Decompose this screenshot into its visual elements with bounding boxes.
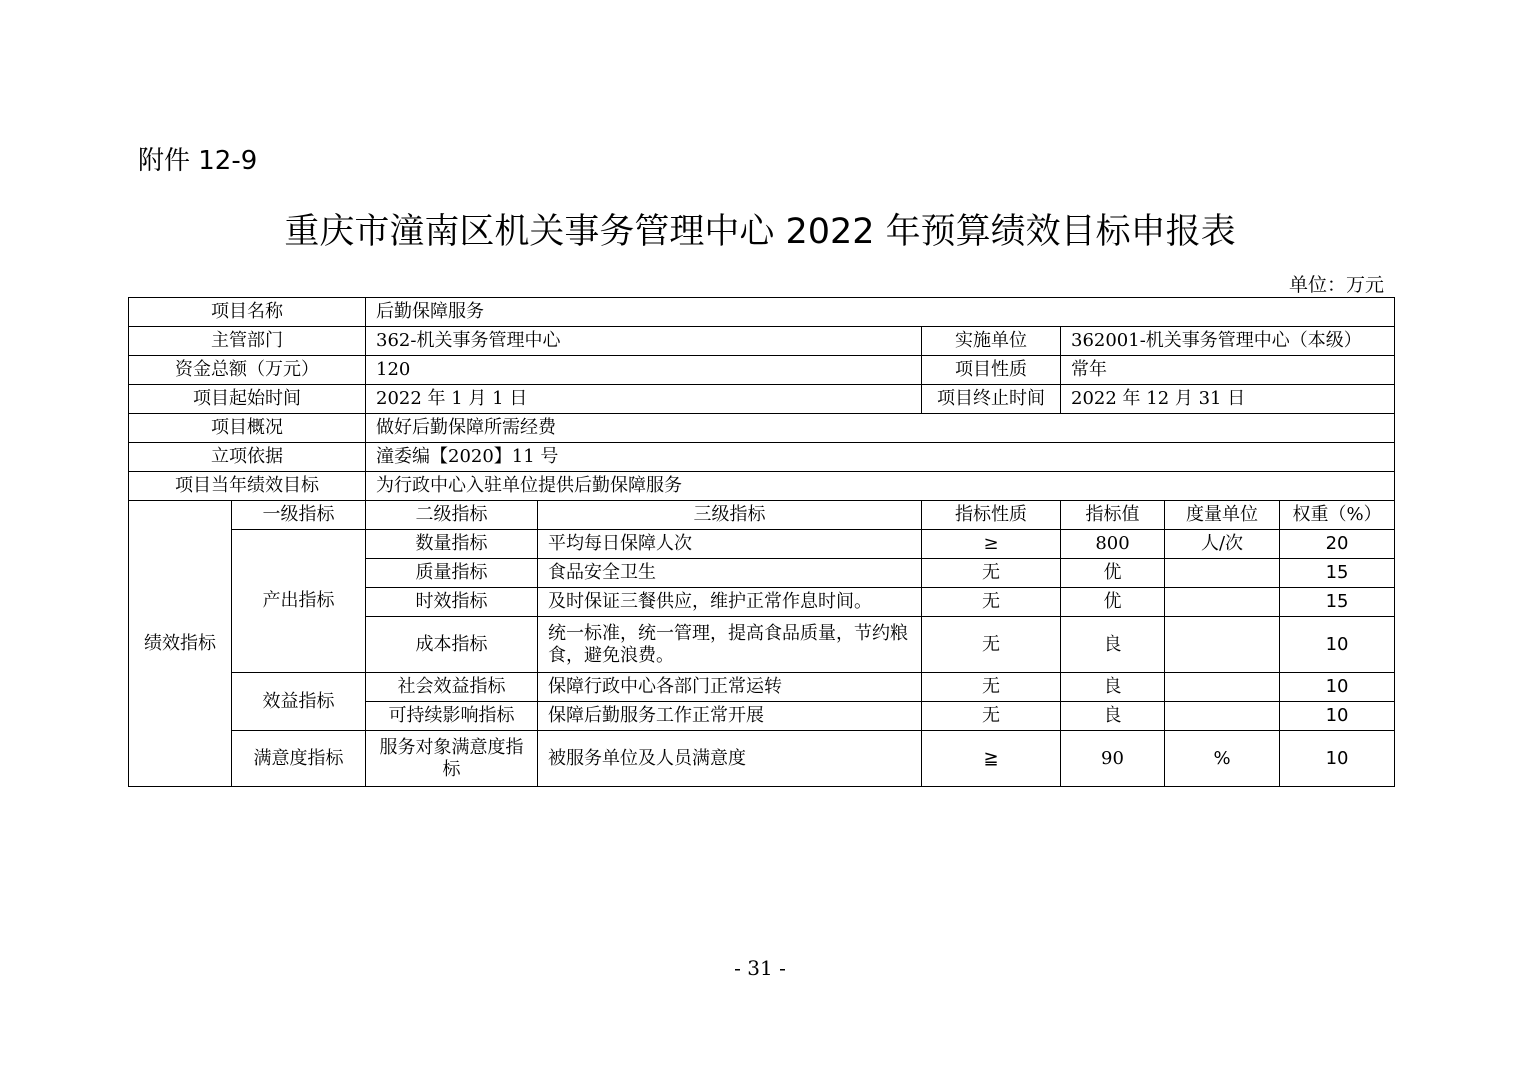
dept-value: 362-机关事务管理中心 xyxy=(366,327,922,356)
impl-value: 362001-机关事务管理中心（本级） xyxy=(1061,327,1395,356)
level2-cell: 成本指标 xyxy=(366,617,538,673)
nature-cell: ≥ xyxy=(922,530,1061,559)
table-row xyxy=(129,472,1395,501)
indicators-section-label: 绩效指标 xyxy=(129,501,232,787)
header-nature: 指标性质 xyxy=(922,501,1061,530)
nature-cell: 无 xyxy=(922,673,1061,702)
value-cell: 90 xyxy=(1061,731,1165,787)
level1-output: 产出指标 xyxy=(232,530,366,673)
table-row xyxy=(129,385,1395,414)
overview-label: 项目概况 xyxy=(129,414,366,443)
attachment-label: 附件 12-9 xyxy=(138,146,258,176)
table-row xyxy=(129,298,1395,327)
start-label: 项目起始时间 xyxy=(129,385,366,414)
level2-cell: 数量指标 xyxy=(366,530,538,559)
header-weight: 权重（%） xyxy=(1280,501,1395,530)
header-unit: 度量单位 xyxy=(1165,501,1280,530)
weight-cell: 10 xyxy=(1280,702,1395,731)
page-number: - 31 - xyxy=(734,956,786,980)
unit-cell xyxy=(1165,617,1280,673)
basis-value: 潼委编【2020】11 号 xyxy=(366,443,1395,472)
level1-benefit: 效益指标 xyxy=(232,673,366,731)
value-cell: 优 xyxy=(1061,559,1165,588)
level3-cell: 统一标准，统一管理，提高食品质量，节约粮食，避免浪费。 xyxy=(538,617,922,673)
nature-value: 常年 xyxy=(1061,356,1395,385)
project-name-label: 项目名称 xyxy=(129,298,366,327)
budget-performance-table xyxy=(128,297,1395,787)
table-row xyxy=(129,414,1395,443)
nature-label: 项目性质 xyxy=(922,356,1061,385)
nature-cell: ≧ xyxy=(922,731,1061,787)
header-level2: 二级指标 xyxy=(366,501,538,530)
value-cell: 优 xyxy=(1061,588,1165,617)
unit-cell xyxy=(1165,559,1280,588)
goal-value: 为行政中心入驻单位提供后勤保障服务 xyxy=(366,472,1395,501)
nature-cell: 无 xyxy=(922,559,1061,588)
fund-label: 资金总额（万元） xyxy=(129,356,366,385)
overview-value: 做好后勤保障所需经费 xyxy=(366,414,1395,443)
nature-cell: 无 xyxy=(922,702,1061,731)
value-cell: 800 xyxy=(1061,530,1165,559)
value-cell: 良 xyxy=(1061,673,1165,702)
level3-cell: 平均每日保障人次 xyxy=(538,530,922,559)
nature-cell: 无 xyxy=(922,588,1061,617)
header-value: 指标值 xyxy=(1061,501,1165,530)
goal-label: 项目当年绩效目标 xyxy=(129,472,366,501)
unit-cell: % xyxy=(1165,731,1280,787)
header-level1: 一级指标 xyxy=(232,501,366,530)
value-cell: 良 xyxy=(1061,617,1165,673)
page-title: 重庆市潼南区机关事务管理中心 2022 年预算绩效目标申报表 xyxy=(284,212,1236,252)
level2-cell: 服务对象满意度指标 xyxy=(366,731,538,787)
level3-cell: 保障后勤服务工作正常开展 xyxy=(538,702,922,731)
impl-label: 实施单位 xyxy=(922,327,1061,356)
table-row xyxy=(129,673,1395,702)
value-cell: 良 xyxy=(1061,702,1165,731)
table-row xyxy=(129,530,1395,559)
level2-cell: 可持续影响指标 xyxy=(366,702,538,731)
table-row xyxy=(129,731,1395,787)
start-value: 2022 年 1 月 1 日 xyxy=(366,385,922,414)
level2-cell: 社会效益指标 xyxy=(366,673,538,702)
table-row xyxy=(129,501,1395,530)
end-value: 2022 年 12 月 31 日 xyxy=(1061,385,1395,414)
table-row xyxy=(129,327,1395,356)
dept-label: 主管部门 xyxy=(129,327,366,356)
level3-cell: 及时保证三餐供应，维护正常作息时间。 xyxy=(538,588,922,617)
level2-cell: 时效指标 xyxy=(366,588,538,617)
level3-cell: 食品安全卫生 xyxy=(538,559,922,588)
basis-label: 立项依据 xyxy=(129,443,366,472)
fund-value: 120 xyxy=(366,356,922,385)
header-level3: 三级指标 xyxy=(538,501,922,530)
table-row xyxy=(129,443,1395,472)
unit-cell xyxy=(1165,702,1280,731)
unit-cell xyxy=(1165,588,1280,617)
weight-cell: 10 xyxy=(1280,617,1395,673)
level2-cell: 质量指标 xyxy=(366,559,538,588)
nature-cell: 无 xyxy=(922,617,1061,673)
weight-cell: 10 xyxy=(1280,673,1395,702)
level3-cell: 被服务单位及人员满意度 xyxy=(538,731,922,787)
level1-satisfaction: 满意度指标 xyxy=(232,731,366,787)
project-name-value: 后勤保障服务 xyxy=(366,298,1395,327)
table-row xyxy=(129,356,1395,385)
unit-cell: 人/次 xyxy=(1165,530,1280,559)
weight-cell: 20 xyxy=(1280,530,1395,559)
level3-cell: 保障行政中心各部门正常运转 xyxy=(538,673,922,702)
weight-cell: 15 xyxy=(1280,559,1395,588)
weight-cell: 10 xyxy=(1280,731,1395,787)
unit-cell xyxy=(1165,673,1280,702)
end-label: 项目终止时间 xyxy=(922,385,1061,414)
unit-label: 单位：万元 xyxy=(1288,274,1384,296)
weight-cell: 15 xyxy=(1280,588,1395,617)
